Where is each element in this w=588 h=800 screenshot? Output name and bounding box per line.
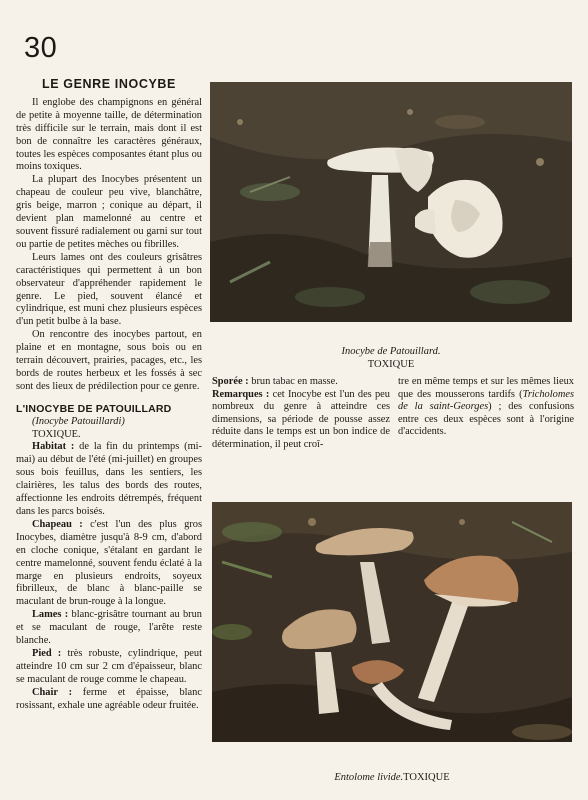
- species-toxicity: TOXIQUE.: [32, 428, 81, 440]
- spore-text: brun tabac en masse.: [248, 376, 338, 387]
- intro-paragraph: Il englobe des champignons en général de petite à moyenne taille, de détermination très difficile sur le terrain, mais dont il est bon de connaître les caractères généraux, toutes les espèces composantes étant plus ou moins toxiques.: [16, 96, 202, 173]
- lames-section: [16, 609, 202, 648]
- spore-label: Sporée :: [212, 376, 249, 387]
- habitat-section: [16, 441, 202, 518]
- continued-text-end: ) ; des confusions entre ces deux espèces sont à l'origine d'accidents.: [398, 401, 574, 438]
- caption-toxicity: TOXIQUE: [403, 772, 450, 783]
- species-heading: L'INOCYBE DE PATOUILLARD: [16, 402, 172, 415]
- caption-species-name: Entolome livide.: [334, 772, 404, 783]
- section-label: Chair :: [32, 686, 73, 698]
- intro-paragraph: On rencontre des inocybes partout, en plaine et en montagne, sous bois ou en terrain découvert, prairies, pacages, etc., les bords de routes herbeux et les fossés à sec sont des lieux de prédilection pour ce genre.: [16, 329, 202, 392]
- species-latin-name: (Inocybe Patouillardi): [32, 415, 125, 427]
- entolome-illustration: [212, 502, 572, 742]
- intro-paragraph: Leurs lames ont des couleurs grisâtres caractéristiques qui permettent à un bon observateur d'appréhender rapidement le genre. Le pied, souvent élancé et cylindrique, est muni chez plusieurs espèces d'un petit bulbe à la base.: [16, 251, 202, 328]
- section-text: ferme et épaisse, blanc rosissant, exhale une agréable odeur fruitée.: [16, 686, 202, 711]
- middle-column-left: [212, 376, 390, 452]
- section-label: Chapeau :: [32, 518, 83, 530]
- section-text: de la fin du printemps (mi-mai) au début de l'été (mi-juillet) en groupes sous bois feuillus, dans les sentiers, les clairières, les talus des bords des routes, affectionne les endroits détrempés, fréquent dans les parcs boisés.: [16, 441, 202, 517]
- chair-section: [16, 687, 202, 713]
- entolome-photo: [212, 502, 572, 742]
- section-text: très robuste, cylindrique, peut atteindre 10 cm sur 2 cm d'épaisseur, blanc se maculant de rouge comme le chapeau.: [16, 647, 203, 685]
- caption-toxicity: TOXIQUE: [367, 359, 415, 370]
- section-text: c'est l'un des plus gros Inocybes, diamètre jusqu'à 8-9 cm, d'abord en cloche conique, s'étalant en gardant le centre mamelonné, souvent fendu éclaté à la marge en plusieurs endroits, soyeux fibrilleux, de blanc à blanc-paille se maculant de brun-rouge à la longue.: [16, 518, 202, 608]
- section-label: Pied :: [32, 647, 62, 659]
- page-number: 30: [24, 32, 58, 64]
- inocybe-illustration: [210, 82, 572, 322]
- intro-paragraph: La plupart des Inocybes présentent un chapeau de couleur peu vive, blanchâtre, gris beige, marron ; conique au départ, il devient plan mamelonné au centre et souvent fissuré radialement ou garni sur tout ou partie de petites mèches ou fibrilles.: [16, 174, 202, 250]
- middle-column-right: [398, 376, 574, 439]
- inocybe-photo: [210, 82, 572, 322]
- remarks-label: Remarques :: [212, 388, 270, 400]
- top-photo-caption: [210, 345, 572, 371]
- pied-section: [16, 648, 202, 687]
- section-text: blanc-grisâtre tournant au brun et se maculant de rouge, l'arête reste blanche.: [16, 609, 202, 647]
- chapeau-section: [16, 519, 202, 609]
- bottom-photo-caption: [212, 772, 572, 783]
- chapter-title: LE GENRE INOCYBE: [42, 77, 176, 91]
- caption-species-name: Inocybe de Patouillard.: [341, 346, 441, 357]
- section-label: Lames :: [32, 609, 69, 621]
- tricholome-name: Tricholomes de la saint-Georges: [398, 388, 574, 413]
- left-column: [16, 78, 202, 713]
- remarks-paragraph: [212, 389, 390, 452]
- remarks-text: cet Inocybe est l'un des peu nombreux du genre à atteindre ces dimensions, sa période de pousse assez réduite dans le temps est un bon indice de détermination, il peut croî-: [212, 388, 390, 450]
- section-label: Habitat :: [32, 441, 75, 453]
- continued-text: tre en même temps et sur les mêmes lieux que des mousserons tardifs (: [398, 376, 574, 400]
- spore-paragraph: [212, 376, 390, 389]
